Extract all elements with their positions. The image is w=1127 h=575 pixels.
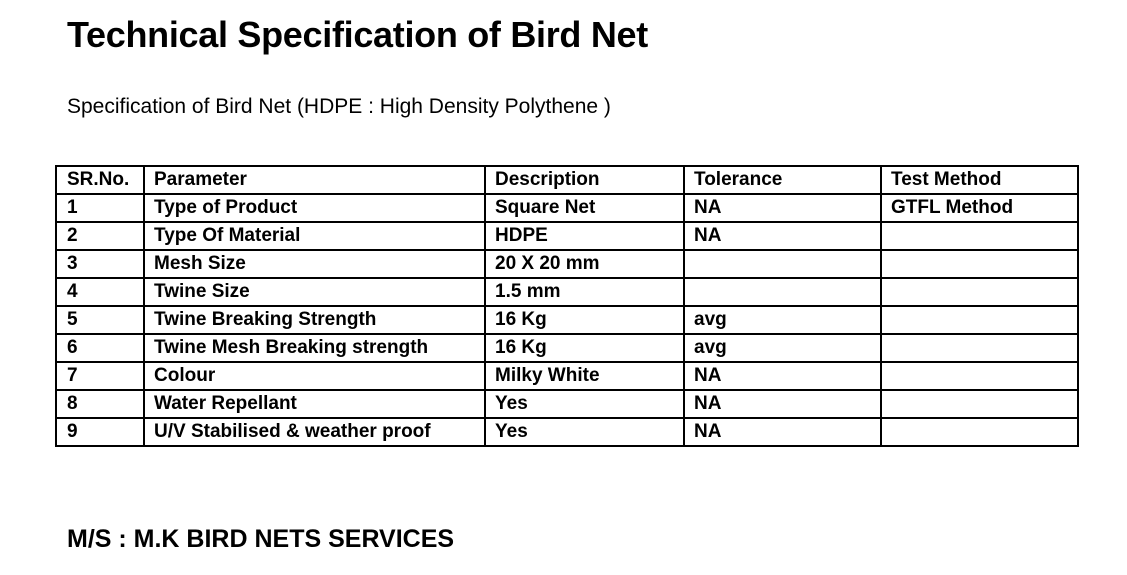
cell-parameter: Twine Mesh Breaking strength [144,334,485,362]
table-row [56,418,1078,446]
cell-tolerance [684,278,881,306]
cell-sr-no: 5 [56,306,144,334]
cell-tolerance [684,250,881,278]
cell-parameter: Mesh Size [144,250,485,278]
cell-description: 1.5 mm [485,278,684,306]
cell-tolerance: NA [684,418,881,446]
cell-sr-no: 1 [56,194,144,222]
header-sr-no: SR.No. [56,166,144,194]
table-header-row [56,166,1078,194]
cell-test-method [881,362,1078,390]
cell-test-method [881,418,1078,446]
cell-description: 16 Kg [485,334,684,362]
cell-tolerance: NA [684,362,881,390]
cell-sr-no: 4 [56,278,144,306]
cell-sr-no: 6 [56,334,144,362]
cell-test-method: GTFL Method [881,194,1078,222]
cell-sr-no: 7 [56,362,144,390]
cell-description: Yes [485,390,684,418]
table-row [56,278,1078,306]
cell-parameter: Type of Product [144,194,485,222]
cell-tolerance: NA [684,194,881,222]
company-footer: M/S : M.K BIRD NETS SERVICES [67,525,455,553]
cell-test-method [881,390,1078,418]
cell-description: Square Net [485,194,684,222]
cell-tolerance: NA [684,390,881,418]
table-row [56,250,1078,278]
cell-sr-no: 8 [56,390,144,418]
cell-parameter: Type Of Material [144,222,485,250]
cell-test-method [881,250,1078,278]
table-row [56,334,1078,362]
cell-description: Milky White [485,362,684,390]
header-description: Description [485,166,684,194]
cell-description: Yes [485,418,684,446]
cell-tolerance: avg [684,334,881,362]
specification-table [55,165,1079,447]
document-title: Technical Specification of Bird Net [67,14,648,55]
cell-test-method [881,278,1078,306]
document-subtitle: Specification of Bird Net (HDPE : High Density Polythene ) [67,95,611,118]
cell-tolerance: avg [684,306,881,334]
cell-description: 20 X 20 mm [485,250,684,278]
cell-sr-no: 3 [56,250,144,278]
cell-description: HDPE [485,222,684,250]
cell-test-method [881,222,1078,250]
table-row [56,390,1078,418]
table-row [56,306,1078,334]
cell-description: 16 Kg [485,306,684,334]
cell-sr-no: 9 [56,418,144,446]
cell-tolerance: NA [684,222,881,250]
cell-parameter: Twine Breaking Strength [144,306,485,334]
table-row [56,194,1078,222]
cell-parameter: Water Repellant [144,390,485,418]
cell-parameter: Colour [144,362,485,390]
cell-sr-no: 2 [56,222,144,250]
cell-parameter: U/V Stabilised & weather proof [144,418,485,446]
header-test-method: Test Method [881,166,1078,194]
table-row [56,222,1078,250]
cell-test-method [881,306,1078,334]
table-row [56,362,1078,390]
header-parameter: Parameter [144,166,485,194]
cell-test-method [881,334,1078,362]
header-tolerance: Tolerance [684,166,881,194]
cell-parameter: Twine Size [144,278,485,306]
